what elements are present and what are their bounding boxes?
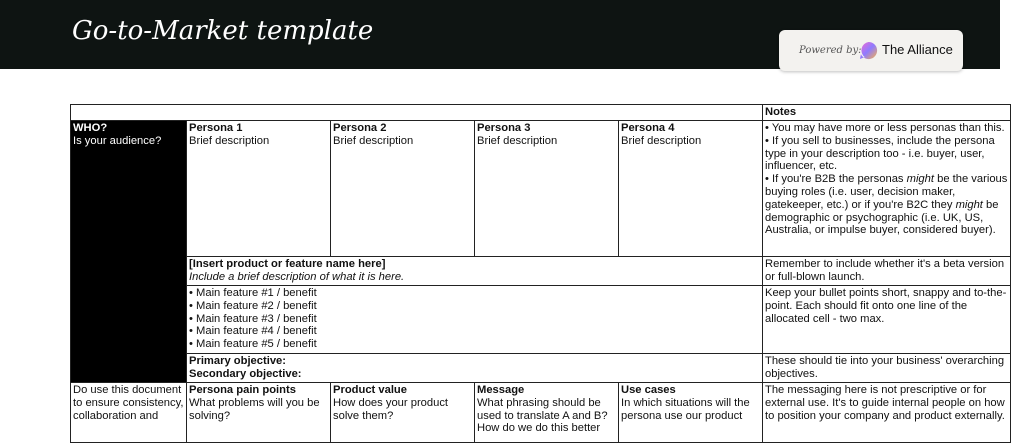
primary-objective: Primary objective: [189, 355, 287, 367]
objectives-cell[interactable] [187, 354, 763, 383]
header-row [71, 105, 1011, 121]
features-row [71, 286, 1011, 354]
persona-cell-3[interactable]: Persona 3 Brief description [475, 121, 619, 257]
notes-header[interactable]: Notes [763, 105, 1011, 121]
feature-item: • Main feature #2 / benefit [189, 299, 317, 312]
objectives-note-cell[interactable]: These should tie into your business' overarching objectives. [763, 354, 1011, 383]
product-row [71, 257, 1011, 286]
who-title: WHO? [73, 122, 108, 134]
persona-row [71, 121, 1011, 257]
powered-by-label: Powered by: [799, 45, 862, 56]
gtm-table [70, 104, 1011, 443]
product-cell[interactable] [187, 257, 763, 286]
persona-cell-4[interactable]: Persona 4 Brief description [619, 121, 763, 257]
feature-item: • Main feature #4 / benefit [189, 325, 317, 338]
features-note-cell[interactable]: Keep your bullet points short, snappy and to-the-point. Each should fit onto one line of the allocated cell - two max. [763, 286, 1011, 354]
messaging-cell-4[interactable]: Use cases In which situations will the persona use our product [619, 383, 763, 443]
messaging-cell-1[interactable]: Persona pain points What problems will you be solving? [187, 383, 331, 443]
feature-item: • Main feature #1 / benefit [189, 287, 317, 299]
who-cell[interactable] [71, 121, 187, 383]
persona-cell-2[interactable]: Persona 2 Brief description [331, 121, 475, 257]
product-name: [Insert product or feature name here] [189, 258, 386, 270]
page-title: Go-to-Market template [72, 16, 374, 46]
powered-by-badge[interactable] [779, 30, 963, 71]
secondary-objective: Secondary objective: [189, 367, 302, 380]
product-note-cell[interactable]: Remember to include whether it's a beta version or full-blown launch. [763, 257, 1011, 286]
product-desc: Include a brief description of what it is here. [189, 270, 405, 283]
feature-item: • Main feature #3 / benefit [189, 312, 317, 325]
features-cell[interactable] [187, 286, 763, 354]
messaging-cell-3[interactable]: Message What phrasing should be used to translate A and B? How do we do this better [475, 383, 619, 443]
do-use-cell[interactable]: Do use this document to ensure consistency, collaboration and [71, 383, 187, 443]
messaging-cell-2[interactable]: Product value How does your product solve them? [331, 383, 475, 443]
alliance-logo-icon [859, 41, 878, 60]
persona-cell-1[interactable]: Persona 1 Brief description [187, 121, 331, 257]
messaging-row [71, 383, 1011, 443]
header-blank-cell[interactable] [71, 105, 763, 121]
brand-name: The Alliance [882, 42, 953, 57]
who-subtitle: Is your audience? [73, 134, 162, 147]
persona-notes-cell[interactable]: • You may have more or less personas than this. • If you sell to businesses, include the persona type in your description too - i.e. buyer, user, influencer, etc. • If you're B2B the personas might be the various buying roles (i.e. user, decision maker, gatekeeper, etc.) or if you're B2C they might be demographic or psychographic (i.e. UK, US, Australia, or impulse buyer, considered buyer). [763, 121, 1011, 257]
messaging-note-cell[interactable]: The messaging here is not prescriptive or for external use. It's to guide internal people on how to position your company and product externally. [763, 383, 1011, 443]
objectives-row [71, 354, 1011, 383]
feature-item: • Main feature #5 / benefit [189, 338, 317, 351]
